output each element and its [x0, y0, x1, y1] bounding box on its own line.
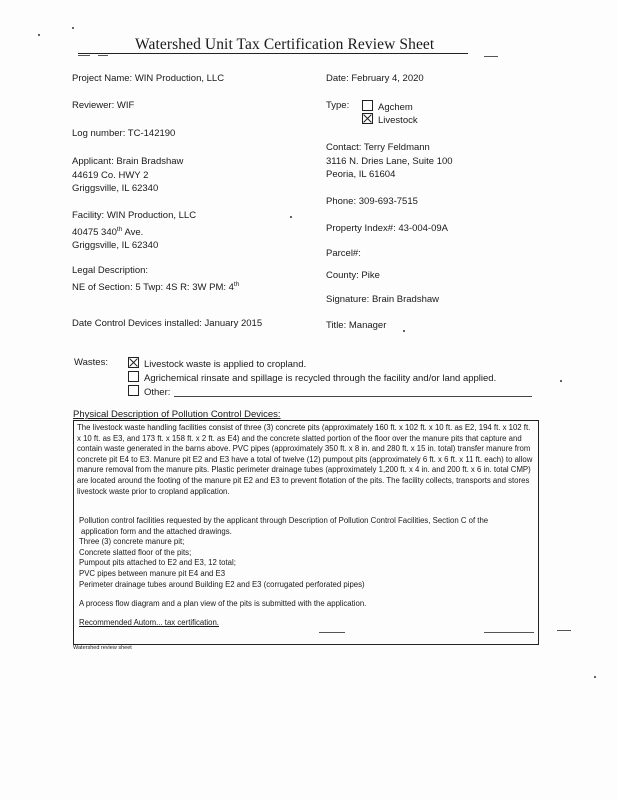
waste-option-livestock: Livestock waste is applied to cropland. [128, 357, 306, 370]
reviewer: Reviewer: WIF [72, 100, 135, 111]
scan-speck [290, 216, 292, 218]
type-option-agchem: Agchem [362, 100, 413, 113]
applicant-address-2: Griggsville, IL 62340 [72, 183, 159, 194]
scan-dash [78, 55, 90, 56]
other-fill-line [174, 396, 532, 397]
applicant-name: Applicant: Brain Bradshaw [72, 156, 184, 167]
scan-dash [484, 632, 534, 633]
facilities-item: Three (3) concrete manure pit; [79, 537, 185, 547]
scan-speck [594, 676, 596, 678]
page-title: Watershed Unit Tax Certification Review Sheet [135, 36, 435, 53]
date-installed: Date Control Devices installed: January 2015 [72, 318, 263, 329]
facility-address-1: 40475 340th Ave. [72, 225, 144, 238]
legal-heading: Legal Description: [72, 265, 149, 276]
contact-address-2: Peoria, IL 61604 [326, 169, 396, 180]
signer-title: Title: Manager [326, 320, 387, 331]
facilities-intro-1: Pollution control facilities requested by the applicant through Description of Pollution Control Facilities, Section C of the [79, 516, 489, 525]
property-index: Property Index#: 43-004-09A [326, 223, 448, 234]
applicant-address-1: 44619 Co. HWY 2 [72, 169, 149, 181]
parcel-number: Parcel#: [326, 248, 361, 259]
scan-dash [484, 56, 498, 57]
facilities-intro-2: application form and the attached drawings. [81, 526, 232, 536]
review-date: Date: February 4, 2020 [326, 73, 424, 84]
footer-note: Watershed review sheet [73, 645, 132, 651]
type-label: Type: [326, 100, 350, 111]
process-note: A process flow diagram and a plan view of the pits is submitted with the application. [79, 599, 367, 609]
project-name: Project Name: WIN Production, LLC [72, 73, 225, 84]
scan-speck [560, 380, 562, 382]
facility-name: Facility: WIN Production, LLC [72, 210, 197, 221]
agchem-checkbox[interactable] [362, 100, 373, 111]
type-option-livestock: Livestock [362, 113, 418, 126]
applicant-block [72, 155, 183, 196]
signature: Signature: Brain Bradshaw [326, 294, 440, 305]
scan-dash [319, 632, 345, 633]
county: County: Pike [326, 270, 380, 281]
facilities-item: Perimeter drainage tubes around Building E2 and E3 (corrugated perforated pipes) [79, 579, 365, 589]
facilities-item: Pumpout pits attached to E2 and E3, 12 total; [79, 558, 236, 568]
facility-block [72, 209, 196, 253]
contact-block [326, 141, 453, 182]
physical-description-text: The livestock waste handling facilities consist of three (3) concrete pits (approximately 160 ft. x 102 ft. x 10 ft. as E2, 194 ft. x 102 ft. x 10 ft. as E3, and 173 ft. x 158 ft. x 2 ft. as E4) and the concrete slatted portion of the floor over the manure pits that capture and contain waste generated in the barns above. PVC pipes (approximately 350 ft. x 8 in. and 280 ft. x 15 in. total) transfer manure from concrete pit E4 to E3. Manure pit E2 and E3 have a total of twelve (12) pumpout pits (approximately 6 ft. x 6 ft. x 11 ft. each) to allow manure removal from the manure pits. Plastic perimeter drainage tubes (approximately 1,200 ft. x 4 in. and 200 ft. x 6 in. total CMP) are located around the footing of the manure pit E2 and E3 to prevent flotation of the pits. The facility collects, transports and stores livestock waste prior to cropland application. [77, 423, 533, 496]
facilities-item: PVC pipes between manure pit E4 and E3 [79, 568, 226, 578]
waste-livestock-checkbox[interactable] [128, 357, 139, 368]
legal-block [72, 264, 239, 294]
log-number: Log number: TC-142190 [72, 128, 176, 139]
contact-address-1: 3116 N. Dries Lane, Suite 100 [326, 155, 453, 167]
contact-name: Contact: Terry Feldmann [326, 142, 430, 153]
waste-agrichemical-checkbox[interactable] [128, 371, 139, 382]
scan-dash [557, 630, 571, 631]
waste-other-checkbox[interactable] [128, 385, 139, 396]
scan-speck [403, 330, 405, 332]
physical-description-heading: Physical Description of Pollution Control Devices: [73, 409, 281, 420]
contact-phone: Phone: 309-693-7515 [326, 196, 418, 207]
scan-speck [38, 34, 40, 36]
waste-option-agrichemical: Agrichemical rinsate and spillage is recycled through the facility and/or land applied. [128, 371, 496, 384]
legal-description: NE of Section: 5 Twp: 4S R: 3W PM: 4th [72, 280, 240, 293]
facilities-item: Concrete slatted floor of the pits; [79, 547, 192, 557]
scan-speck [72, 27, 74, 29]
waste-option-other: Other: [128, 385, 170, 398]
scan-dash [98, 55, 108, 56]
facility-address-2: Griggsville, IL 62340 [72, 240, 159, 252]
wastes-label: Wastes: [74, 357, 108, 368]
title-underline [78, 53, 468, 54]
recommendation: Recommended Autom... tax certification. [79, 617, 219, 627]
facilities-list [79, 516, 488, 628]
physical-description-box [73, 420, 539, 645]
livestock-checkbox[interactable] [362, 113, 373, 124]
